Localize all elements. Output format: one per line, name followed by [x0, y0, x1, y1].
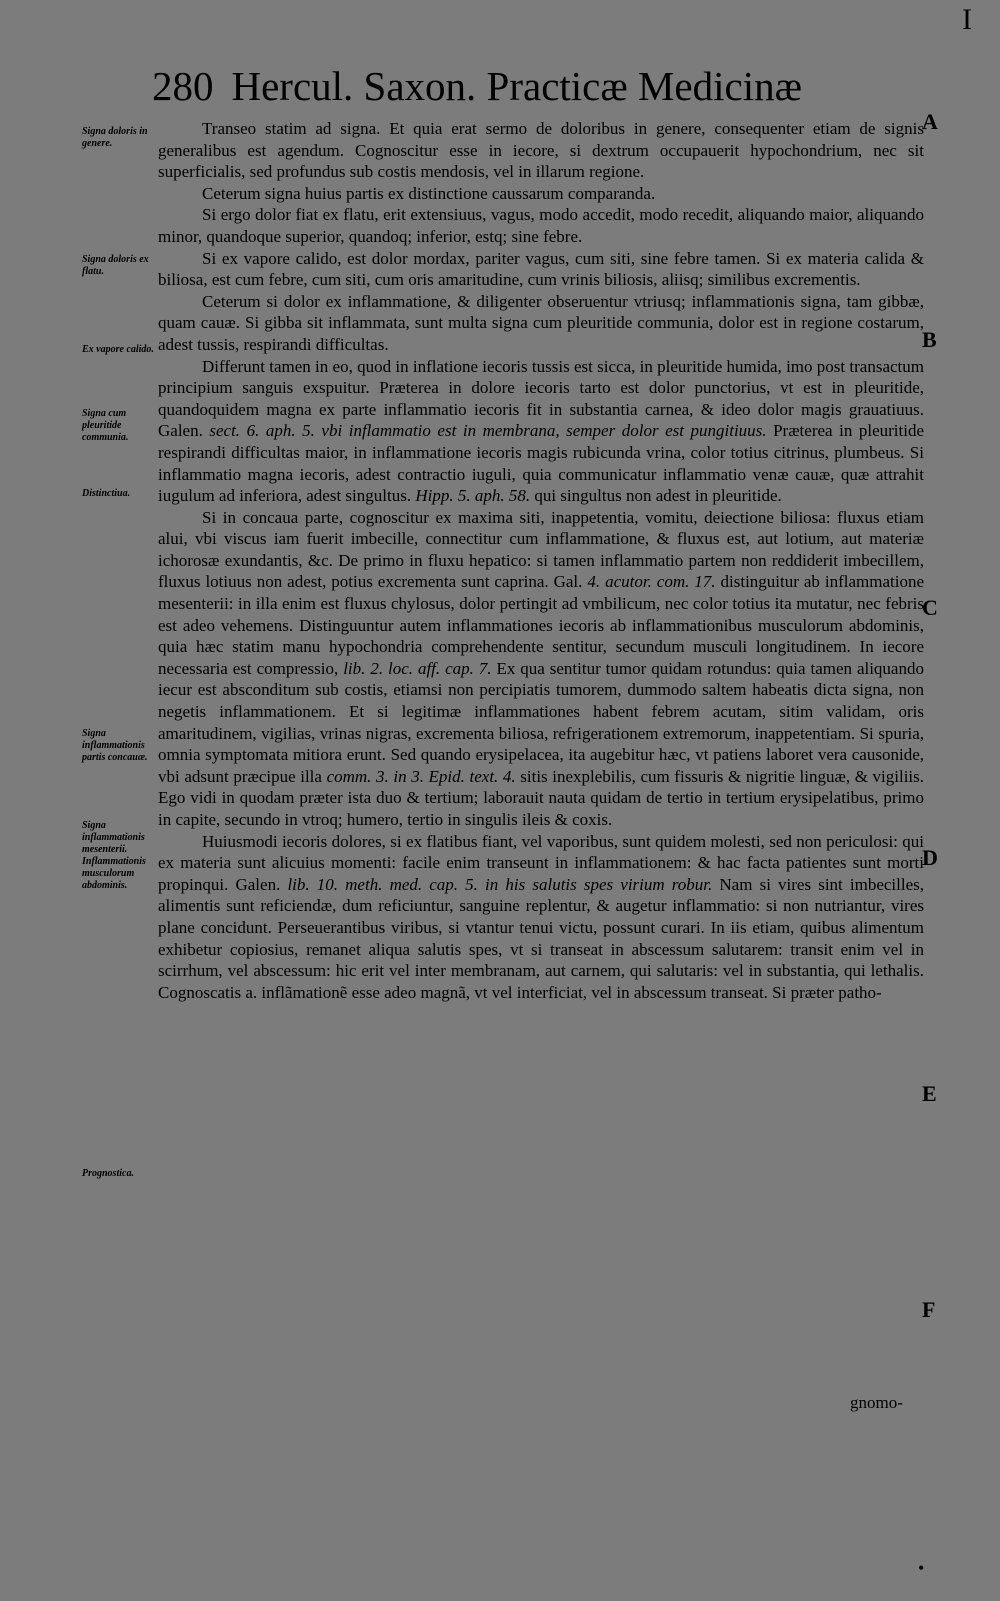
paragraph-text: Ex qua sentitur tumor quidam rotundus: quia tamen aliquando iecur est absconditum sub costis, etiamsi non percipiatis tumorem, dummodo saltem habeatis dicta signa, non negetis inflammationem. Et si legitimæ inflammationes habent febrem acutam, sitim validam, oris amaritudinem, vigilias, vrinas nigras, excrementa biliosa, refrigerationem extremorum, inappetentiam. Si spuria, omnia symptomata mitiora erunt. Sed quando erysipelacea, ita augebitur hæc, vt patiens laboret vera causonide, vbi adsunt præcipue illa	[158, 658, 924, 786]
citation-text: Hipp. 5. aph. 58.	[415, 486, 531, 506]
bottom-dot-mark: •	[918, 1558, 925, 1578]
running-title: Hercul. Saxon. Practicæ Medicinæ	[231, 63, 802, 109]
paragraph-text: Si ex vapore calido, est dolor mordax, pariter vagus, cum siti, sine febre tamen. Si ex materia calida & biliosa, est cum febre, cum siti, cum oris amaritudine, cum vrinis biliosis, aliisq; similibus excrementis.	[158, 248, 924, 290]
section-letter: B	[922, 327, 937, 352]
paragraph-text: Ceterum si dolor ex inflammatione, & diligenter obseruentur vtriusq; inflammationis signa, tam gibbæ, quam cauæ. Si gibba sit inflammata, sunt multa signa cum pleuritide communia, dolor est in regione costarum, adest tussis, respirandi difficultas.	[158, 291, 924, 354]
paragraph-text: Huiusmodi iecoris dolores, si ex flatibus fiant, vel vaporibus, sunt quidem molesti, sed non periculosi: qui ex materia sunt alicuius momenti: facile enim transeunt in inflammationem: & hac facta patientes sunt morti propinqui. Galen.	[158, 831, 924, 894]
paragraph-text: Differunt tamen in eo, quod in inflatione iecoris tussis est sicca, in pleuritide humida, imo post transactum principium sanguis exspuitur. Præterea in dolore iecoris tarto est dolor punctorius, vt est in pleuritide, quandoquidem magna ex parte inflammatio iecoris fit in substantia carnea, & ideo dolor magis grauatiuus. Galen.	[158, 356, 924, 441]
paragraph-text: Ceterum signa huius partis ex distinctione caussarum comparanda.	[202, 183, 656, 203]
paragraph-text: Nam si vires sint imbecilles, alimentis sunt reficiendæ, dum reficiuntur, sanguine replentur, & augetur inflammatio: si non nutriantur, vires plane concidunt. Perseuerantibus viribus, si vtantur tenui victu, possunt curari. In iis etiam, quibus alimentum exhibetur copiosius, remanet aliqua salutis spes, vt si transeat in abscessum salutarem: transit enim vel in scirrhum, vel abscessum: hic erit vel inter membranam, aut carnem, qui salutaris: vel in substantia, qui lethalis. Cognoscatis a. inflãmationẽ esse adeo magnã, vt vel interficiat, vel in abscessum transeat. Si præter patho-	[158, 874, 925, 1002]
section-letter: C	[922, 595, 938, 620]
paragraph-text: distinguitur ab inflammatione mesenterii: in illa enim est fluxus chylosus, dolor pertingit ad vmbilicum, nec color totius ita mutatur, nec febris est adeo vehemens. Distinguuntur autem inflammationes iecoris ab inflammationibus musculorum abdominis, quia hæc statim manu hypochondria comprehendente sentitur, secundum musculi longitudinem. In iecore necessaria est compressio,	[158, 572, 924, 678]
paragraph-text: qui singultus non adest in pleuritide.	[530, 486, 782, 506]
citation-text: 4. acutor. com. 17.	[587, 572, 716, 592]
margin-note: Ex vapore calido.	[82, 344, 154, 355]
margin-note: Signa inflammationis mesenterii. Inflammationis musculorum abdominis.	[82, 820, 146, 891]
corner-mark: I	[962, 3, 972, 36]
paragraph-text: Si in concaua parte, cognoscitur ex maxima siti, inappetentia, vomitu, deiectione biliosa: fluxus etiam alui, vbi viscus iam fuerit imbecille, connectitur cum inflammatione, & fluxus est, aut lotium, aut materiæ ichorosæ exundantis, &c. De primo in fluxu hepatico: si tamen inflammatio partem non reddiderit imbecillem, fluxus lotiuus non adest, potius excrementa sunt caprina. Gal.	[158, 507, 924, 592]
paragraph	[158, 248, 924, 291]
paragraph	[158, 831, 924, 1004]
margin-note: Prognostica.	[82, 1168, 134, 1179]
citation-text: lib. 10. meth. med. cap. 5. in his salutis spes virium robur.	[287, 874, 713, 894]
margin-note: Signa doloris in genere.	[82, 126, 148, 149]
margin-note: Distinctiua.	[82, 488, 131, 499]
margin-note: Signa inflammationis partis concauæ.	[82, 728, 148, 763]
body-text	[158, 118, 924, 1003]
section-letter: E	[922, 1081, 937, 1106]
paragraph-text: Transeo statim ad signa. Et quia erat sermo de doloribus in genere, consequenter etiam de signis generalibus est agendum. Cognoscitur esse in iecore, si dextrum occupauerit hypochondrium, nec sit superficialis, sed profundus sub costis mendosis, vel in illarum regione.	[158, 119, 924, 182]
page-header	[152, 62, 802, 110]
paragraph	[158, 507, 924, 831]
citation-text: sect. 6. aph. 5. vbi inflammatio est in membrana, semper dolor est pungitiuus.	[209, 421, 767, 441]
margin-note: Signa cum pleuritide communia.	[82, 408, 129, 443]
section-letter: A	[922, 109, 938, 134]
citation-text: comm. 3. in 3. Epid. text. 4.	[326, 766, 516, 786]
paragraph-text: Si ergo dolor fiat ex flatu, erit extensiuus, vagus, modo accedit, modo recedit, aliquando maior, aliquando minor, quandoque superior, quandoq; inferior, estq; sine febre.	[158, 205, 924, 246]
section-letter: F	[922, 1297, 936, 1322]
paragraph	[158, 291, 924, 356]
page-number: 280	[152, 63, 214, 109]
catchword: gnomo-	[850, 1393, 903, 1412]
section-letter: D	[922, 845, 938, 870]
paragraph	[158, 118, 924, 183]
paragraph-text: Præterea in pleuritide respirandi difficultas maior, in inflammatione iecoris magis rubicunda vrina, color totius citrinus, plumbeus. Si inflammatio magna iecoris, adest contractio iuguli, quia communicatur inflammatio venæ cauæ, quæ attrahit iugulum ad inferiora, adest singultus.	[158, 421, 924, 506]
paragraph	[158, 356, 924, 507]
paragraph	[158, 183, 924, 205]
paragraph	[158, 204, 924, 247]
citation-text: lib. 2. loc. aff. cap. 7.	[343, 658, 492, 678]
paragraph-text: sitis inexplebilis, cum fissuris & nigritie linguæ, & vigiliis. Ego vidi in quodam præter ista duo & tertium; laborauit nauta quidam de tertio in tertium erysipelatibus, primo in capite, secundo in vtroq; humero, tertio in singulis ileis & coxis.	[158, 766, 925, 829]
margin-note: Signa doloris ex flatu.	[82, 254, 149, 277]
